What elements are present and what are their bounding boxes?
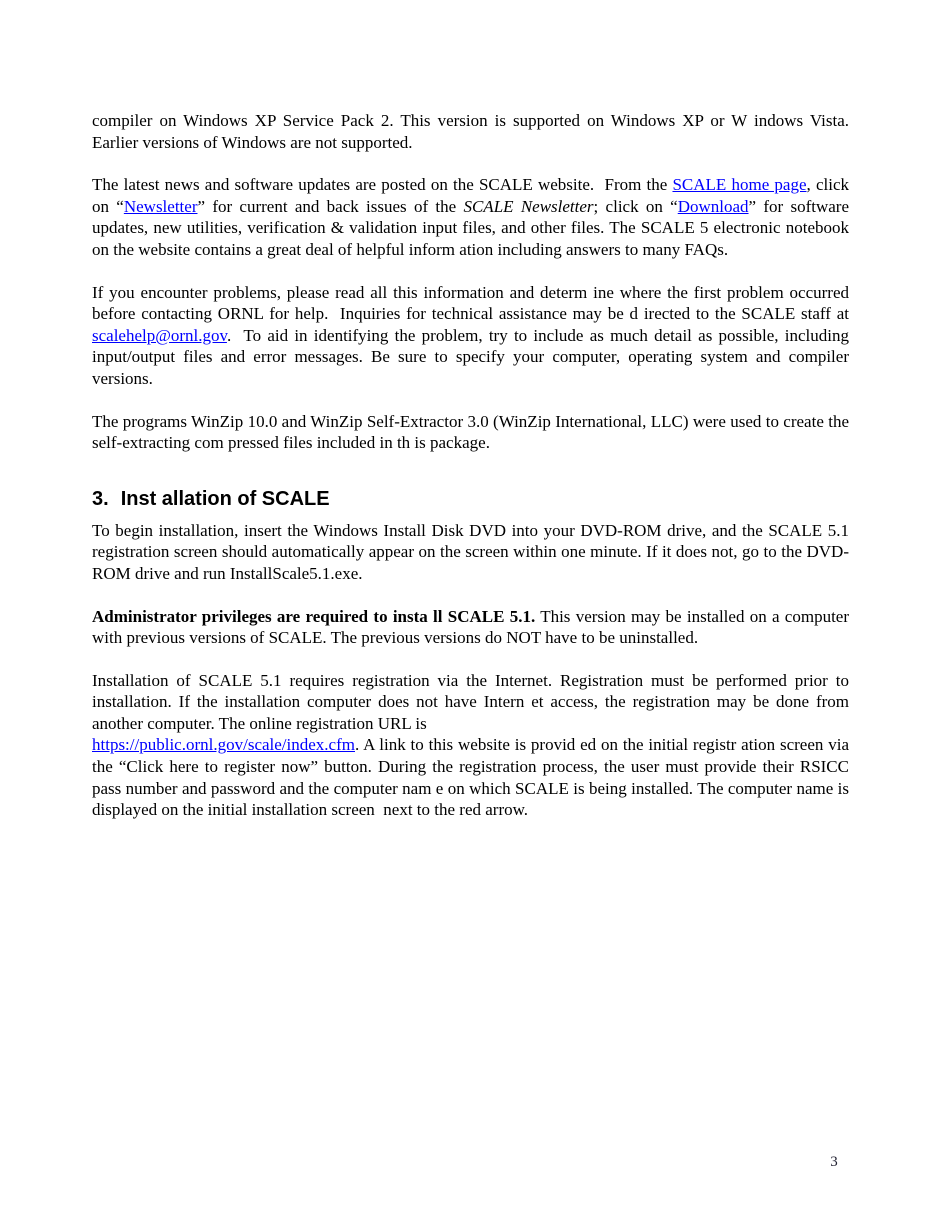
text-run: compiler on Windows XP Service Pack 2. This version is supported on Windows XP or W indows Vista. Earlier versions of Windows are not supported. (92, 111, 849, 152)
paragraph-registration (92, 670, 849, 821)
section-number: 3. (92, 487, 109, 510)
paragraph-compiler-support (92, 110, 849, 153)
text-run: . To aid in identifying the problem, try to include as much detail as possible, including input/output files and error messages. Be sure to specify your computer, operating system and compiler versions. (92, 325, 849, 388)
registration-url-link[interactable]: https://public.ornl.gov/scale/index.cfm (92, 735, 355, 755)
paragraph-problem-reporting (92, 282, 849, 390)
paragraph-begin-installation (92, 520, 849, 585)
paragraph-admin-privileges (92, 606, 849, 649)
text-run: This version may be installed on a computer with previous versions of SCALE. The previous versions do NOT have to be uninstalled. (92, 606, 850, 648)
download-link[interactable]: Download (677, 196, 749, 216)
italic-run: SCALE Newsletter (463, 196, 594, 216)
paragraph-winzip (92, 411, 849, 454)
text-run: To begin installation, insert the Windows Install Disk DVD into your DVD-ROM drive, and the SCALE 5.1 registration screen should automatically appear on the screen within one minute. If it does not, go to the DVD-ROM drive and run InstallScale5.1.exe. (92, 520, 849, 583)
section-heading-installation (92, 487, 849, 511)
text-run: , click on “ (92, 175, 849, 216)
text-run: ” for software updates, new utilities, verification & validation input files, and other files. The SCALE 5 electronic notebook on the website contains a great deal of helpful inform ation including answers to many FAQs. (92, 196, 850, 259)
bold-run: Administrator privileges are required to insta ll SCALE 5.1. (92, 606, 536, 626)
text-run: The programs WinZip 10.0 and WinZip Self-Extractor 3.0 (WinZip International, LLC) were used to create the self-extracting com pressed files included in th is package. (92, 411, 849, 453)
scale-home-page-link[interactable]: SCALE home page (672, 175, 807, 195)
paragraph-website-updates (92, 174, 849, 260)
text-run: The latest news and software updates are posted on the SCALE website. From the (92, 175, 673, 195)
page-content (92, 110, 849, 842)
text-run: ” for current and back issues of the (197, 196, 464, 216)
text-run: ; click on “ (593, 196, 678, 216)
text-run: If you encounter problems, please read all this information and determ ine where the first problem occurred before contacting ORNL for help. Inquiries for technical assistance may be d irected to the SCALE staff at (92, 282, 849, 324)
page-number: 3 (830, 1154, 838, 1170)
section-title: Inst allation of SCALE (120, 487, 330, 510)
text-run: . A link to this website is provid ed on the initial registr ation screen via the “Click here to register now” button. During the registration process, the user must provide their RSICC pass number and password and the computer nam e on which SCALE is being installed. The computer name is displayed on the initial installation screen next to the red arrow. (92, 735, 849, 820)
text-run: Installation of SCALE 5.1 requires registration via the Internet. Registration must be performed prior to installation. If the installation computer does not have Intern et access, the registration may be done from another computer. The online registration URL is (92, 670, 849, 733)
newsletter-link[interactable]: Newsletter (123, 196, 198, 216)
scalehelp-email-link[interactable]: scalehelp@ornl.gov (92, 325, 227, 345)
